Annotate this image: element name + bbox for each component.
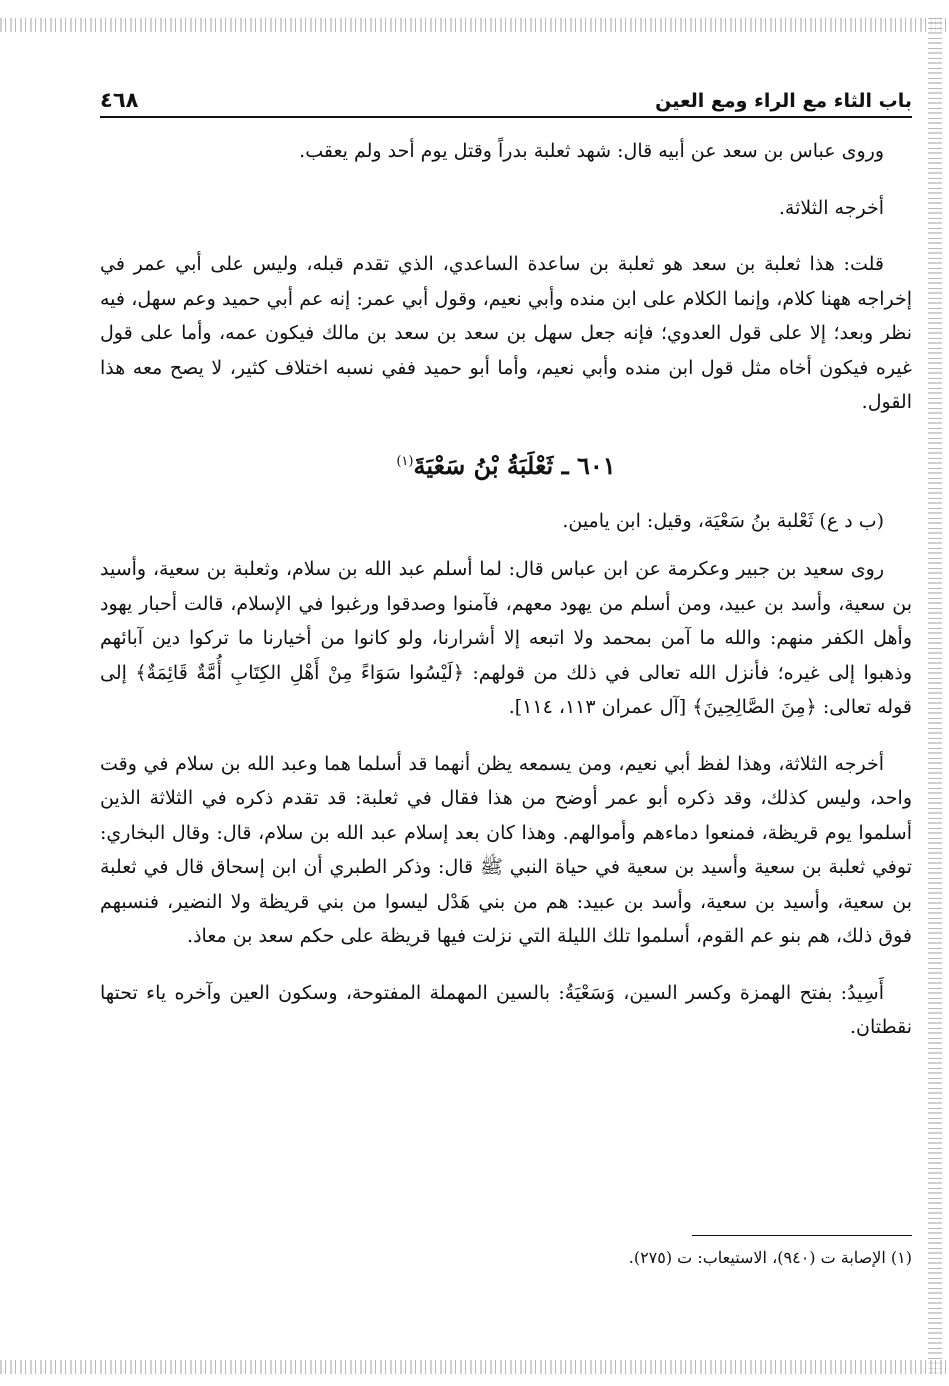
paragraph-commentary-2: أخرجه الثلاثة، وهذا لفظ أبي نعيم، ومن يسمعه يظن أنهما قد أسلما هما وعبد الله بن سلام في وقت واحد، وليس كذلك، وقد ذكره أبو عمر أوضح من هذا فقال في ثعلبة: قد تقدم ذكره في الثلاثة الذين أسلموا يوم قريظة، فمنعوا دماءهم وأموالهم. وهذا كان بعد إسلام عبد الله بن سلام، قال: وقال البخاري: توفي ثعلبة بن سعية وأسيد بن سعية في حياة النبي ﷺ قال: وذكر الطبري أن ابن إسحاق قال في ثعلبة بن سعية، وأسيد بن سعية، وأسد بن عبيد: هم من بني هَدْل ليسوا من بني قريظة ولا النضير، فنسبهم فوق ذلك، هم بنو عم القوم، أسلموا تلك الليلة التي نزلت فيها قريظة على حكم سعد بن معاذ. [100,752,912,947]
decorative-border-right [928,18,942,1374]
decorative-border-top [0,18,949,32]
entry-title: ٦٠١ ـ ثَعْلَبَةُ بْنُ سَعْيَةَ [413,450,616,480]
chapter-title: باب الثاء مع الراء ومع العين [655,90,912,112]
running-header [100,84,912,118]
page-number: ٤٦٨ [100,88,139,112]
paragraph-commentary: قلت: هذا ثعلبة بن سعد هو ثعلبة بن ساعدة الساعدي، الذي تقدم قبله، وليس على أبي عمر في إخراجه ههنا كلام، وإنما الكلام على ابن منده وأبي نعيم، وقول أبي عمر: إنه عم أبي حميد وعم سهل، فيه نظر وبعد؛ إلا على قول العدوي؛ فإنه جعل سهل بن سعد بن سعد بن مالك فيكون عمه، وأما على قول غيره فيكون أخاه مثل قول ابن منده وأبي نعيم، وأما أبو حميد ففي نسبه اختلاف كثير، لا يصح معه هذا القول. [100,253,912,413]
paragraph-narration-2: روى سعيد بن جبير وعكرمة عن ابن عباس قال: لما أسلم عبد الله بن سلام، وثعلبة بن سعية، وأسيد بن سعية، وأسد بن عبيد، ومن أسلم من يهود معهم، فآمنوا وصدقوا ورغبوا في الإسلام، قالت أحبار يهود وأهل الكفر منهم: والله ما آمن بمحمد ولا اتبعه إلا أشرارنا، ولو كانوا من أخيارنا ما تركوا دين آبائهم وذهبوا إلى غيره؛ فأنزل الله تعالى في ذلك من قولهم: ﴿لَيْسُوا سَوَاءً مِنْ أَهْلِ الكِتَابِ أُمَّةٌ قَائِمَةٌ﴾ إلى قوله تعالى: ﴿مِنَ الصَّالِحِينَ﴾ [آل عمران ١١٣، ١١٤]. [100,558,912,718]
entry-heading [100,442,912,486]
footnote-marker: (١) [396,453,414,469]
footnote-divider [692,1235,912,1236]
paragraph-entry-intro: (ب د ع) ثَعْلبة بنُ سَعْيَة، وقيل: ابن يامين. [562,509,884,532]
main-text [100,134,912,1067]
footnote: (١) الإصابة ت (٩٤٠)، الاستيعاب: ت (٢٧٥). [628,1248,912,1267]
paragraph-source: أخرجه الثلاثة. [778,196,884,219]
decorative-border-bottom [0,1360,949,1374]
paragraph-vocalization: أَسِيدُ: بفتح الهمزة وكسر السين، وَسَعْيَةُ: بالسين المهملة المفتوحة، وسكون العين وآخره ياء تحتها نقطتان. [100,981,912,1038]
paragraph-narration: وروى عباس بن سعد عن أبيه قال: شهد ثعلبة بدراً وقتل يوم أحد ولم يعقب. [299,140,884,162]
book-page [100,70,912,1310]
